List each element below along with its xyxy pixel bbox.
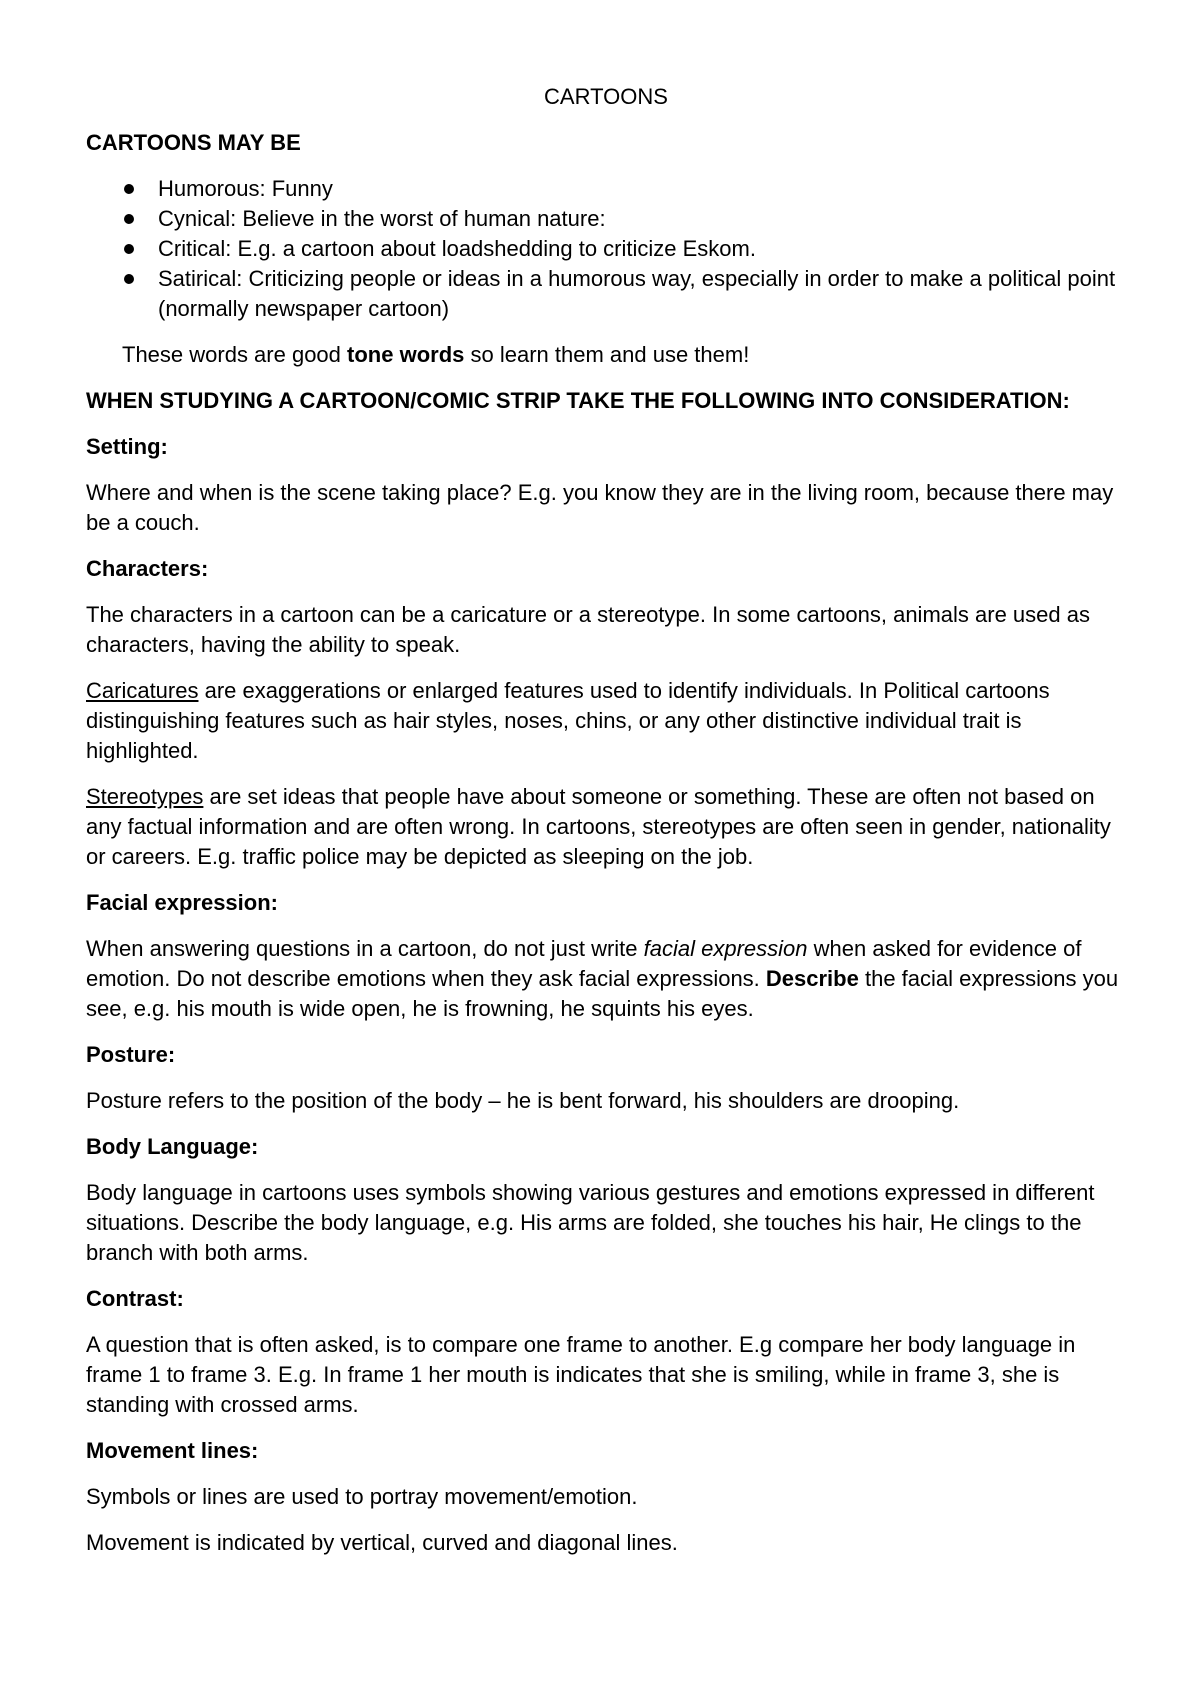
note-text: These words are good — [122, 342, 348, 367]
stereotypes-paragraph — [86, 782, 1126, 872]
list-item-text: Cynical: Believe in the worst of human nature: — [158, 206, 606, 231]
bullet-icon — [124, 274, 134, 284]
posture-paragraph: Posture refers to the position of the body – he is bent forward, his shoulders are drooping. — [86, 1088, 960, 1113]
list-item — [86, 264, 1126, 324]
bullet-icon — [124, 244, 134, 254]
cartoon-types-list — [86, 174, 1126, 324]
list-item — [86, 204, 1126, 234]
movement-lines-paragraph-2: Movement is indicated by vertical, curved and diagonal lines. — [86, 1530, 678, 1555]
caricatures-definition: are exaggerations or enlarged features used to identify individuals. In Political cartoons distinguishing features such as hair styles, noses, chins, or any other distinctive individual trait is highlighted. — [86, 678, 1050, 763]
list-item — [86, 234, 1126, 264]
tone-words-note — [86, 340, 1126, 370]
setting-paragraph: Where and when is the scene taking place? E.g. you know they are in the living room, because there may be a couch. — [86, 480, 1114, 535]
bullet-icon — [124, 184, 134, 194]
page-title: CARTOONS — [544, 84, 668, 109]
facial-expression-paragraph — [86, 934, 1126, 1024]
facial-expression-emphasis: facial expression — [643, 936, 808, 961]
stereotypes-term: Stereotypes — [86, 784, 204, 809]
caricatures-paragraph — [86, 676, 1126, 766]
list-item-text: Critical: E.g. a cartoon about loadshedding to criticize Eskom. — [158, 236, 756, 261]
stereotypes-definition: are set ideas that people have about someone or something. These are often not based on any factual information and are often wrong. In cartoons, stereotypes are often seen in gender, nationality or careers. E.g. traffic police may be depicted as sleeping on the job. — [86, 784, 1111, 869]
movement-lines-paragraph-1: Symbols or lines are used to portray movement/emotion. — [86, 1484, 638, 1509]
caricatures-term: Caricatures — [86, 678, 199, 703]
posture-heading: Posture: — [86, 1042, 176, 1067]
list-item-text: Humorous: Funny — [158, 176, 333, 201]
characters-heading: Characters: — [86, 556, 209, 581]
facial-text-part: when asked for evidence of emotion. Do not describe emotions when they ask facial expressions. — [86, 936, 1082, 991]
list-item — [86, 174, 1126, 204]
list-item-text: Satirical: Criticizing people or ideas in a humorous way, especially in order to make a political point (normally newspaper cartoon) — [158, 266, 1116, 321]
cartoons-may-be-heading: CARTOONS MAY BE — [86, 130, 301, 155]
body-language-heading: Body Language: — [86, 1134, 259, 1159]
setting-heading: Setting: — [86, 434, 168, 459]
contrast-heading: Contrast: — [86, 1286, 184, 1311]
characters-paragraph: The characters in a cartoon can be a caricature or a stereotype. In some cartoons, animals are used as characters, having the ability to speak. — [86, 602, 1090, 657]
facial-text-part: the facial expressions you see, e.g. his mouth is wide open, he is frowning, he squints his eyes. — [86, 966, 1119, 1021]
document-page — [86, 82, 1126, 1574]
study-heading: WHEN STUDYING A CARTOON/COMIC STRIP TAKE THE FOLLOWING INTO CONSIDERATION: — [86, 388, 1070, 413]
describe-emphasis: Describe — [765, 966, 859, 991]
bullet-icon — [124, 214, 134, 224]
movement-lines-heading: Movement lines: — [86, 1438, 259, 1463]
tone-words-emphasis: tone words — [347, 342, 465, 367]
note-text-end: so learn them and use them! — [464, 342, 750, 367]
facial-expression-heading: Facial expression: — [86, 890, 278, 915]
body-language-paragraph: Body language in cartoons uses symbols showing various gestures and emotions expressed in different situations. Describe the body language, e.g. His arms are folded, she touches his hair, He clings to the branch with both arms. — [86, 1180, 1095, 1265]
contrast-paragraph: A question that is often asked, is to compare one frame to another. E.g compare her body language in frame 1 to frame 3. E.g. In frame 1 her mouth is indicates that she is smiling, while in frame 3, she is standing with crossed arms. — [86, 1332, 1076, 1417]
facial-text-part: When answering questions in a cartoon, do not just write — [86, 936, 644, 961]
